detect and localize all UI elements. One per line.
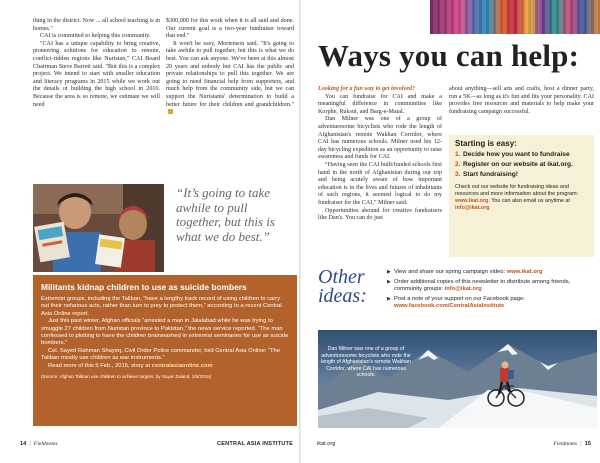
paragraph: thing in the district. Now ... all school teaching is in homes." — [33, 18, 160, 32]
idea-link[interactable]: www.ikat.org — [506, 269, 543, 275]
bullet-triangle-icon: ▶ — [387, 269, 391, 275]
left-column-2 — [166, 18, 294, 118]
other-ideas-label: Other ideas: — [318, 266, 367, 307]
children-photo-image — [33, 184, 164, 272]
left-column-1 — [33, 18, 160, 109]
idea-link[interactable]: info@ikat.org — [444, 285, 482, 292]
cyclist-photo-image — [318, 330, 597, 428]
sidebar-title: Militants kidnap children to use as suicide bombers — [41, 282, 247, 292]
bullet-triangle-icon: ▶ — [387, 278, 391, 285]
org-name: CENTRAL ASIA INSTITUTE — [217, 441, 293, 447]
subhead: Looking for a fun way to get involved? — [318, 86, 415, 92]
step-item — [455, 161, 588, 169]
step-text: Start fundraising! — [463, 170, 518, 178]
right-column-2 — [449, 86, 594, 116]
email-link[interactable]: info@ikat.org — [455, 205, 490, 212]
sidebar-link[interactable]: centralasiaonline.com — [151, 362, 213, 369]
children-photo — [33, 184, 164, 272]
paragraph: Opportunities abound for creative fundraisers like Dan's. You can do just — [318, 207, 442, 222]
photo-caption: Dan Milner was one of a group of adventuresome bicyclists who rode the length of Afghanistan's remote Wakhan Corridor, where CAI has numerous schools. — [321, 346, 411, 379]
header-photo-texture — [430, 0, 600, 34]
steps-list — [449, 151, 594, 178]
right-column-1 — [318, 86, 442, 223]
page-title: Ways you can help: — [318, 38, 580, 73]
step-text: Register on our website at ikat.org. — [463, 160, 573, 168]
step-number: 1. — [455, 151, 461, 158]
sidebar-paragraph: Extremist groups, including the Taliban, “have a lengthy track record of using children to carry out their nefarious acts, rather than turn to prey to protect them,” according to a recent Central Asia Online report. — [41, 296, 282, 317]
right-footer: ikat.org Fieldnotes | 15 — [317, 441, 591, 447]
sidebar-source: (Source: Afghan Taliban use children to achieve targets, by Sayar Zaland, 2/5/2015) — [41, 374, 212, 380]
step-text: Decide how you want to fundraise — [463, 151, 570, 158]
militants-sidebar — [33, 275, 297, 426]
sidebar-paragraph: Just this past winter, Afghan officials “arrested a man in Jalalabad while he was trying to smuggle 27 children from Nuristan province to Pakistan,” the news service reported. “The man confessed to plotting to have the children brainwashed in extremist seminaries for use as suicide bombers.” — [41, 318, 289, 347]
footer-url[interactable]: ikat.org — [317, 441, 336, 447]
easy-box-more-info: Check out our website for fundraising ideas and resources and more information about the program: www.ikat.org. You can also email us anytime at info@ikat.org — [455, 184, 579, 212]
step-item — [455, 151, 588, 159]
cyclist-photo — [318, 330, 597, 428]
ideas-list — [387, 269, 597, 313]
publication-name: Fieldnotes — [553, 441, 578, 447]
page-number: 14 — [20, 441, 27, 447]
bullet-triangle-icon: ▶ — [387, 295, 391, 302]
easy-box-title: Starting is easy: — [455, 139, 517, 148]
end-mark-icon — [168, 109, 173, 114]
paragraph: "CAI has a unique capability to bring creative, pioneering solutions for education to remote, conflict-ridden regions like Nuristan," CAI Board Chairman Steve Barrett said. "But this is a complex project. We intend to start with smaller education and literacy programs in 2015 while we work out the details of building the high school in 2016. Because the area is so remote, we estimate we will need — [33, 40, 160, 108]
left-footer: 14 | Fieldnotes CENTRAL ASIA INSTITUTE — [20, 441, 293, 447]
starting-easy-box — [449, 135, 594, 257]
sidebar-paragraph: Col. Sayed Rahman Shayeq, Civil Order Police commander, told Central Asia Online: “The Taliban mostly use children as war instruments.” — [41, 347, 280, 362]
step-number: 3. — [455, 170, 461, 178]
page-number: 15 — [584, 441, 591, 447]
page-spine — [299, 0, 301, 463]
paragraph: $300,000 for this work when it is all said and done. Our current goal is a two-year fundraiser toward that end." — [166, 18, 294, 40]
paragraph: CAI is committed to helping this community. — [40, 33, 151, 40]
publication-name: Fieldnotes — [33, 441, 58, 447]
website-link[interactable]: www.ikat.org — [455, 198, 489, 205]
idea-item: ▶ Post a note of your support on our Facebook page: www.facebook.com/CentralAsiaInstitute — [387, 295, 525, 309]
paragraph: about anything—sell arts and crafts, host a dinner party, run a 5K—as long as it's fun and fits your personality. CAI provides free resources and materials to help make your fundraising campaign successful. — [449, 86, 594, 115]
paragraph: Dan Milner was one of a group of adventuresome bicyclists who rode the length of Afghanistan's remote Wakhan Corridor, where CAI has numerous schools. Milner used his 12-day bicycling expedition as an opportunity to raise awareness and funds for CAI. — [318, 116, 442, 161]
paragraph: You can fundraise for CAI and make a meaningful difference in communities like Korphe, Ruksut, and Barg-e-Matal. — [318, 93, 442, 115]
sidebar-body — [41, 296, 289, 370]
paragraph: It won't be easy, Mortenson said. "It's going to take awhile to pull together, but this is what we do best. You can ask anyone. We've been at this almost 20 years and nobody but CAI has the public and private relationships to pull this together. We are going to need financial help from supporters, and much help from the community side, but we can support the Nuristanis' determination to build a better future for their children and grandchildren." — [166, 41, 294, 118]
idea-link[interactable]: www.facebook.com/CentralAsiaInstitute — [394, 302, 505, 309]
paragraph: “Having seen the CAI built/funded schools first hand in the north of Afghanistan during our trip and being acutely aware of how important education is in the lives and futures of inhabitants of such regions, it seemed logical to do my fundraiser for the CAI,” Milner said. — [318, 161, 442, 206]
step-number: 2. — [455, 160, 461, 168]
pull-quote: “It’s going to take awhile to pull together, but this is what we do best.” — [176, 185, 275, 244]
sidebar-read-more: Read more of this 5 Feb., 2015, story at centralasiaonline.com — [48, 362, 213, 369]
idea-item: ▶ View and share our spring campaign video: www.ikat.org — [387, 269, 543, 275]
idea-item: ▶ Order additional copies of this newsletter to distribute among friends, community groups: info@ikat.org — [387, 278, 571, 292]
step-item — [455, 171, 588, 179]
